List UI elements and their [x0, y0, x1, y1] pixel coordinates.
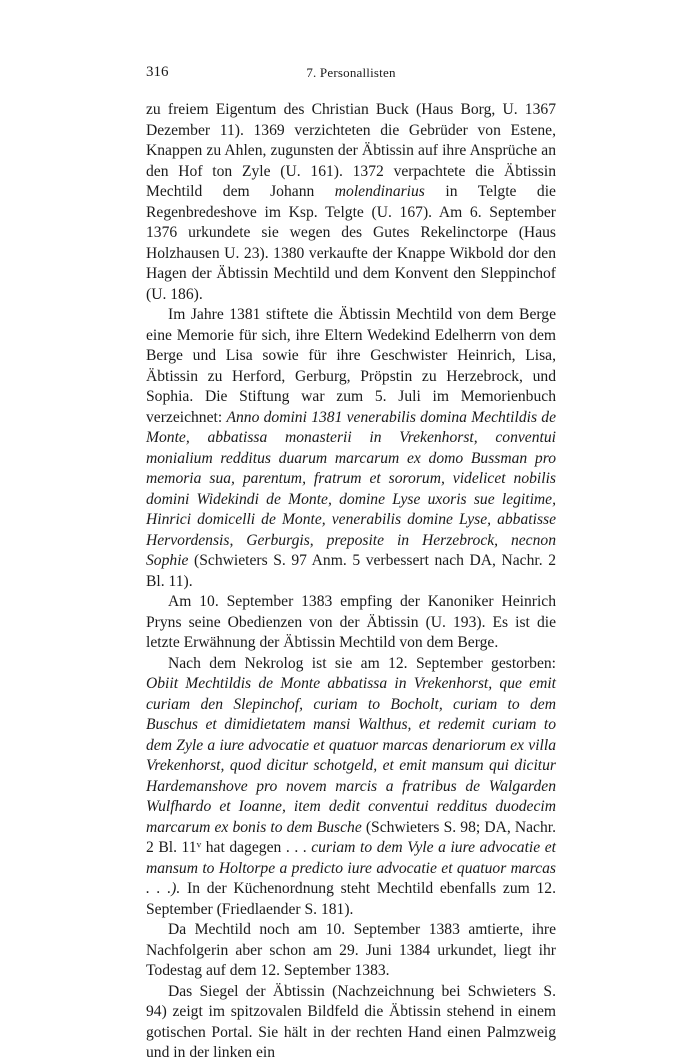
latin-quotation: Obiit Mechtildis de Monte abbatissa in Vrekenhorst, que emit curiam den Slepinchof, curiam to Bocholt, curiam to dem Buschus et dimidietatem mansi Walthus, et redemit curiam to dem Zyle a iure advocatie et quatuor marcas denariorum ex villa Vrekenhorst, quod dicitur schotgeld, et emit mansum qui dicitur Hardemanshove pro novem marcis a fratribus de Walgarden Wulfhardo et Ioanne, item dedit conventui redditus duodecim marcarum ex bonis to dem Busche [146, 675, 556, 836]
page-header [146, 64, 556, 86]
paragraph-text: in Telgte die Regenbredeshove im Ksp. Telgte (U. 167). Am 6. September 1376 urkundete sie wegen des Gutes Rekelinctorpe (Haus Holzhausen U. 23). 1380 verkaufte der Knappe Wikbold dor den Hagen der Äbtissin Mechtild und dem Konvent den Sleppinchof (U. 186). [146, 183, 556, 303]
latin-quotation: molendinarius [334, 183, 425, 200]
latin-quotation: curiam to dem Vyle a iure advocatie et mansum to Holtorpe a predicto iure advocatie et quatuor marcas . . .). [146, 839, 556, 897]
paragraph-text: (Schwieters S. 97 Anm. 5 verbessert nach DA, Nachr. 2 Bl. 11). [146, 552, 556, 590]
paragraph [146, 305, 556, 592]
paragraph-text: In der Küchenordnung steht Mechtild ebenfalls zum 12. September (Friedlaender S. 181). [146, 880, 556, 918]
paragraph-text: Im Jahre 1381 stiftete die Äbtissin Mechtild von dem Berge eine Memorie für sich, ihre Eltern Wedekind Edelherrn von dem Berge und Lisa sowie für ihre Geschwister Heinrich, Lisa, Äbtissin zu Herford, Gerburg, Pröpstin zu Herzebrock, und Sophia. Die Stiftung war zum 5. Juli im Memorienbuch verzeichnet: [146, 306, 556, 426]
paragraph-text: Da Mechtild noch am 10. September 1383 amtierte, ihre Nachfolgerin aber schon am 29. Juni 1384 urkundet, liegt ihr Todestag auf dem 12. September 1383. [146, 921, 556, 979]
page-number: 316 [146, 64, 169, 80]
paragraph [146, 100, 556, 305]
body-text [146, 100, 556, 1064]
paragraph-text: zu freiem Eigentum des Christian Buck (Haus Borg, U. 1367 Dezember 11). 1369 verzichteten die Gebrüder von Estene, Knappen zu Ahlen, zugunsten der Äbtissin auf ihre Ansprüche an den Hof ton Zyle (U. 161). 1372 verpachtete die Äbtissin Mechtild dem Johann [146, 101, 556, 200]
paragraph [146, 920, 556, 982]
paragraph [146, 654, 556, 921]
running-head: 7. Personallisten [306, 65, 396, 80]
paragraph-text: Nach dem Nekrolog ist sie am 12. September gestorben: [168, 654, 556, 672]
paragraph [146, 592, 556, 654]
paragraph-text: (Schwieters S. 98; DA, Nachr. 2 Bl. 11ᵛ hat dagegen . . . [146, 818, 556, 856]
paragraph-text: Das Siegel der Äbtissin (Nachzeichnung bei Schwieters S. 94) zeigt im spitzovalen Bildfeld die Äbtissin stehend in einem gotischen Portal. Sie hält in der rechten Hand einen Palmzweig und in der linken ein [146, 982, 556, 1061]
latin-quotation: Anno domini 1381 venerabilis domina Mechtildis de Monte, abbatissa monasterii in Vrekenhorst, conventui monialium redditus duarum marcarum ex domo Bussman pro memoria sua, parentum, fratrum et sororum, videlicet nobilis domini Widekindi de Monte, domine Lyse uxoris sue legitime, Hinrici domicelli de Monte, venerabilis domine Lyse, abbatisse Hervordensis, Gerburgis, preposite in Herzebrock, necnon Sophie [146, 408, 556, 569]
paragraph-text: Am 10. September 1383 empfing der Kanoniker Heinrich Pryns seine Obedienzen von der Äbtissin (U. 193). Es ist die letzte Erwähnung der Äbtissin Mechtild von dem Berge. [146, 593, 556, 651]
paragraph [146, 982, 556, 1064]
